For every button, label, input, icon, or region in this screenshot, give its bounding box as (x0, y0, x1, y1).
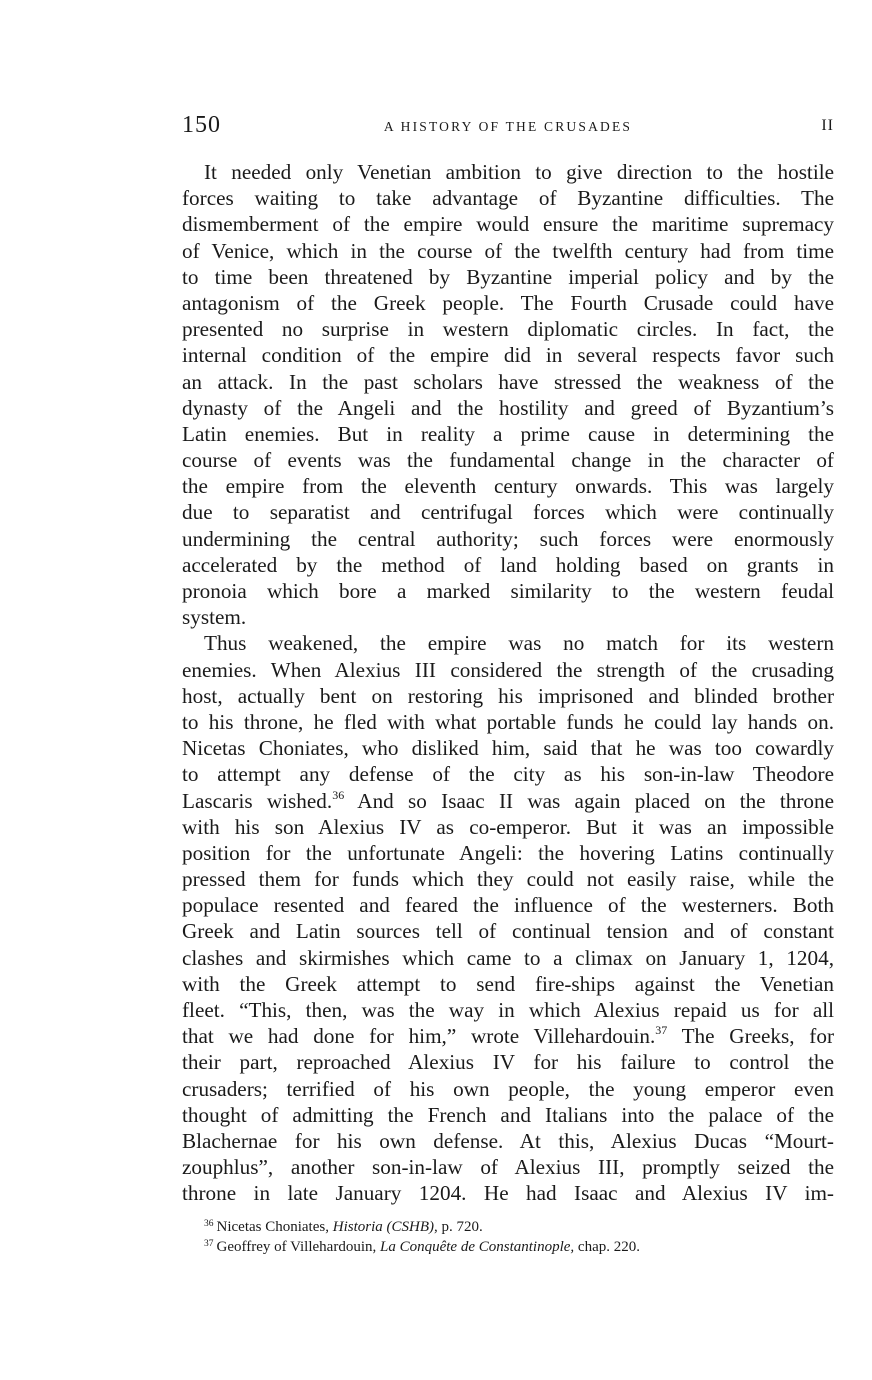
text-line: Latin enemies. But in reality a prime cause in determining the (182, 421, 834, 446)
footnote-36 (204, 1217, 834, 1237)
footnote-ref-36: 36 (332, 787, 345, 802)
volume-number: II (821, 117, 834, 134)
text-line: Greek and Latin sources tell of continual tension and of constant (182, 919, 834, 944)
text-line: internal condition of the empire did in several respects favor such (182, 343, 834, 368)
footnote-text: Geoffrey of Villehardouin, (216, 1239, 380, 1255)
text-line: of Venice, which in the course of the twelfth century had from time (182, 238, 834, 263)
text-line (182, 1023, 834, 1049)
text-line: due to separatist and centrifugal forces which were continually (182, 500, 834, 525)
text-segment: And so Isaac II was again placed on the throne (344, 788, 834, 813)
text-line: an attack. In the past scholars have stressed the weakness of the (182, 369, 834, 394)
text-line: enemies. When Alexius III considered the strength of the crusading (182, 657, 834, 682)
text-line: crusaders; terrified of his own people, the young emperor even (182, 1076, 834, 1101)
footnote-title: Historia (CSHB) (332, 1219, 434, 1235)
footnotes (204, 1217, 834, 1257)
running-head (182, 112, 834, 142)
text-line: Thus weakened, the empire was no match for its western (204, 631, 834, 656)
text-line: fleet. “This, then, was the way in which Alexius repaid us for all (182, 998, 834, 1022)
text-line: to time been threatened by Byzantine imperial policy and by the (182, 264, 834, 289)
text-line: populace resented and feared the influence of the westerners. Both (182, 893, 834, 918)
text-line: throne in late January 1204. He had Isaac and Alexius IV im- (182, 1181, 834, 1206)
text-segment: The Greeks, for (667, 1024, 834, 1049)
text-line: presented no surprise in western diplomatic circles. In fact, the (182, 317, 834, 342)
body-text (182, 159, 834, 1207)
text-line: to attempt any defense of the city as his son-in-law Theodore (182, 762, 834, 787)
footnote-number: 37 (204, 1239, 214, 1249)
text-line: with the Greek attempt to send fire-ships against the Venetian (182, 971, 834, 996)
text-line: antagonism of the Greek people. The Fourth Crusade could have (182, 290, 834, 315)
text-segment: Lascaris wished. (182, 788, 333, 813)
text-line (182, 788, 834, 814)
footnote-text: chap. 220. (574, 1239, 640, 1255)
text-line: undermining the central authority; such forces were enormously (182, 526, 834, 551)
text-line: clashes and skirmishes which came to a climax on January 1, 1204, (182, 945, 834, 970)
text-line: their part, reproached Alexius IV for his failure to control the (182, 1050, 834, 1075)
paragraph-1 (182, 159, 834, 630)
text-line: host, actually bent on restoring his imprisoned and blinded brother (182, 683, 834, 708)
text-line: dismemberment of the empire would ensure the maritime supremacy (182, 212, 834, 237)
text-line: zouphlus”, another son-in-law of Alexius III, promptly seized the (182, 1155, 834, 1180)
text-line: forces waiting to take advantage of Byzantine difficulties. The (182, 186, 834, 211)
text-line: Nicetas Choniates, who disliked him, said that he was too cowardly (182, 736, 834, 761)
text-line: with his son Alexius IV as co-emperor. But it was an impossible (182, 814, 834, 839)
text-line: Blachernae for his own defense. At this, Alexius Ducas “Mourt- (182, 1128, 834, 1153)
footnote-title: La Conquête de Constantinople, (380, 1239, 575, 1255)
footnote-number: 36 (204, 1219, 214, 1229)
text-line: to his throne, he fled with what portable funds he could lay hands on. (182, 709, 834, 734)
footnote-37 (204, 1237, 834, 1257)
text-line: position for the unfortunate Angeli: the hovering Latins continually (182, 840, 834, 865)
text-segment: that we had done for him,” wrote Villehardouin. (182, 1024, 656, 1049)
text-line: accelerated by the method of land holding based on grants in (182, 552, 834, 577)
text-line: pronoia which bore a marked similarity to the western feudal (182, 579, 834, 603)
footnote-ref-37: 37 (655, 1023, 668, 1038)
footnote-text: Nicetas Choniates, (216, 1219, 333, 1235)
text-line: dynasty of the Angeli and the hostility and greed of Byzantium’s (182, 395, 834, 420)
text-line: course of events was the fundamental change in the character of (182, 448, 834, 473)
page-number: 150 (182, 112, 221, 138)
text-line: It needed only Venetian ambition to give direction to the hostile (204, 160, 834, 184)
running-title: A HISTORY OF THE CRUSADES (383, 119, 633, 134)
text-line: pressed them for funds which they could not easily raise, while the (182, 867, 834, 892)
text-line: system. (182, 605, 247, 630)
text-line: the empire from the eleventh century onwards. This was largely (182, 474, 834, 499)
footnote-text: , p. 720. (433, 1219, 483, 1235)
paragraph-2 (182, 630, 834, 1206)
text-line: thought of admitting the French and Italians into the palace of the (182, 1102, 834, 1127)
